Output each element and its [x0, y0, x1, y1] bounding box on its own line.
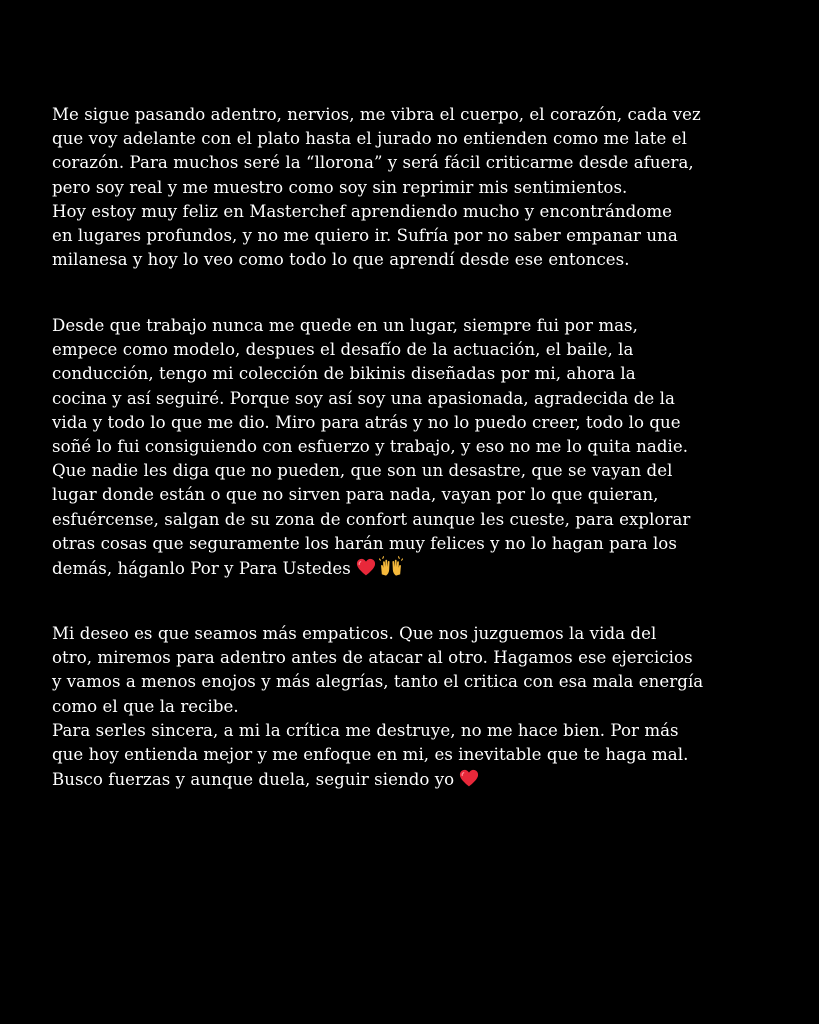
- paragraph-1: [52, 103, 782, 272]
- text-line-content: demás, háganlo Por y Para Ustedes: [52, 559, 351, 579]
- text-line: otro, miremos para adentro antes de atacar al otro. Hagamos ese ejercicios: [52, 648, 693, 668]
- text-line-content: Busco fuerzas y aunque duela, seguir siendo yo: [52, 770, 455, 790]
- text-line: soñé lo fui consiguiendo con esfuerzo y trabajo, y eso no me lo quita nadie.: [52, 437, 689, 457]
- text-line: cocina y así seguiré. Porque soy así soy una apasionada, agradecida de la: [52, 388, 675, 408]
- text-line: vida y todo lo que me dio. Miro para atrás y no lo puedo creer, todo lo que: [52, 412, 681, 432]
- paragraph-2: [52, 314, 782, 581]
- text-line: empece como modelo, despues el desafío de la actuación, el baile, la: [52, 340, 634, 360]
- text-line: pero soy real y me muestro como soy sin reprimir mis sentimientos.: [52, 177, 628, 197]
- paragraph-3: [52, 622, 782, 792]
- red-heart-icon: [458, 767, 480, 789]
- text-line: Hoy estoy muy feliz en Masterchef aprendiendo mucho y encontrándome: [52, 201, 673, 221]
- text-line: Que nadie les diga que no pueden, que son un desastre, que se vayan del: [52, 461, 673, 481]
- text-line-with-emojis: [52, 556, 782, 581]
- text-line: que voy adelante con el plato hasta el jurado no entienden como me late el: [52, 129, 687, 149]
- text-line: que hoy entienda mejor y me enfoque en mi, es inevitable que te haga mal.: [52, 745, 689, 765]
- text-line: Para serles sincera, a mi la crítica me destruye, no me hace bien. Por más: [52, 720, 679, 740]
- text-line: esfuércense, salgan de su zona de confort aunque les cueste, para explorar: [52, 509, 691, 529]
- text-line: milanesa y hoy lo veo como todo lo que aprendí desde ese entonces.: [52, 250, 630, 270]
- raising-hands-icon: [379, 556, 403, 578]
- text-line: Mi deseo es que seamos más empaticos. Que nos juzguemos la vida del: [52, 624, 657, 643]
- red-heart-icon: [355, 556, 377, 578]
- text-line: como el que la recibe.: [52, 696, 239, 716]
- text-line: Me sigue pasando adentro, nervios, me vibra el cuerpo, el corazón, cada vez: [52, 105, 701, 124]
- text-line: otras cosas que seguramente los harán muy felices y no lo hagan para los: [52, 533, 677, 553]
- text-line-with-emojis: [52, 767, 782, 792]
- text-line: y vamos a menos enojos y más alegrías, tanto el critica con esa mala energía: [52, 672, 704, 692]
- text-line: lugar donde están o que no sirven para nada, vayan por lo que quieran,: [52, 485, 659, 505]
- text-line: corazón. Para muchos seré la “llorona” y será fácil criticarme desde afuera,: [52, 153, 694, 173]
- text-line: en lugares profundos, y no me quiero ir. Sufría por no saber empanar una: [52, 226, 678, 246]
- text-line: Desde que trabajo nunca me quede en un lugar, siempre fui por mas,: [52, 316, 638, 335]
- text-line: conducción, tengo mi colección de bikinis diseñadas por mi, ahora la: [52, 364, 636, 384]
